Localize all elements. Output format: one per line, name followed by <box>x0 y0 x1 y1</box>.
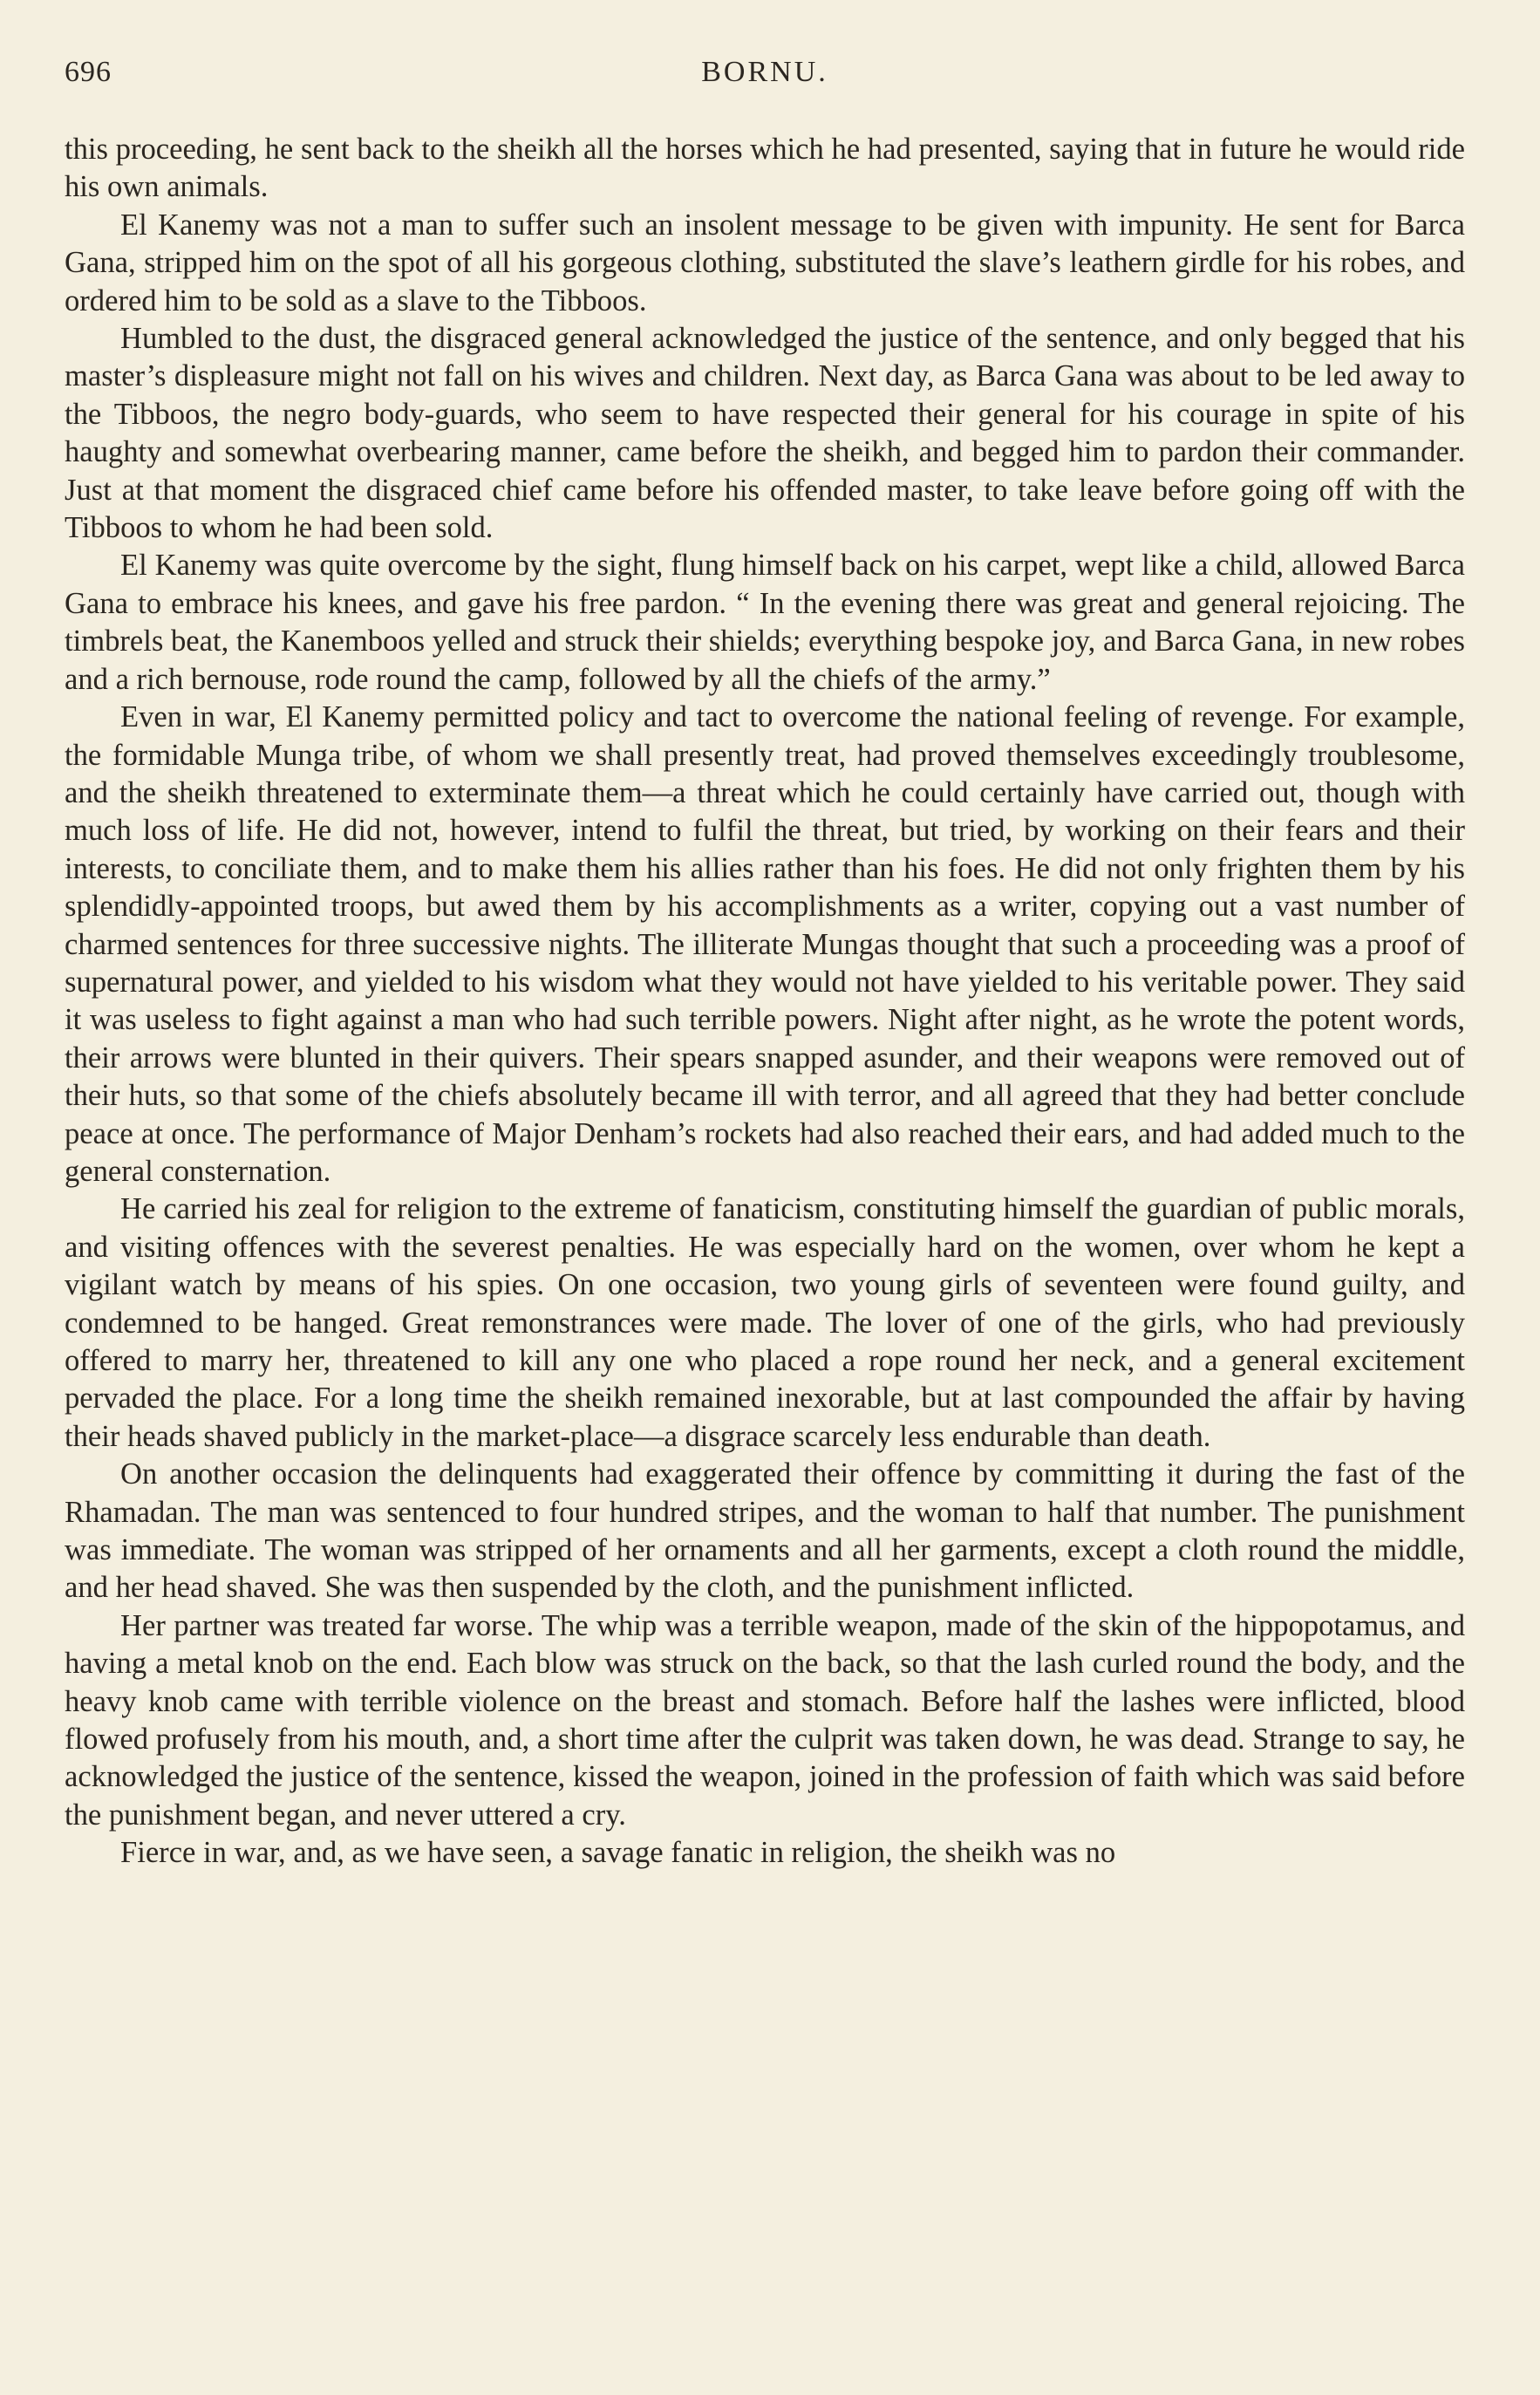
paragraph-3: Humbled to the dust, the disgraced general acknowledged the justice of the sentence, and only begged that his master’s displeasure might not fall on his wives and children. Next day, as Barca Gana was about to be led away to the Tibboos, the negro body-guards, who seem to have respected their general for his courage in spite of his haughty and somewhat overbearing manner, came before the sheikh, and begged him to pardon their commander. Just at that moment the disgraced chief came before his offended master, to take leave before going off with the Tibboos to whom he had been sold. <box>65 322 1465 545</box>
running-head <box>65 56 1465 99</box>
paragraph-9: Fierce in war, and, as we have seen, a savage fanatic in religion, the sheikh was no <box>120 1836 1116 1870</box>
page-number: 696 <box>65 56 112 88</box>
body-text <box>65 131 1465 1873</box>
paragraph-4: El Kanemy was quite overcome by the sight, flung himself back on his carpet, wept like a child, allowed Barca Gana to embrace his knees, and gave his free pardon. “ In the evening there was great and general rejoicing. The timbrels beat, the Kanemboos yelled and struck their shields; everything bespoke joy, and Barca Gana, in new robes and a rich bernouse, rode round the camp, followed by all the chiefs of the army.” <box>65 549 1465 696</box>
paragraph-5: Even in war, El Kanemy permitted policy and tact to overcome the national feeling of revenge. For example, the formidable Munga tribe, of whom we shall presently treat, had proved themselves exceedingly troublesome, and the sheikh threatened to exterminate them—a threat which he could certainly have carried out, though with much loss of life. He did not, however, intend to fulfil the threat, but tried, by working on their fears and their interests, to conciliate them, and to make them his allies rather than his foes. He did not only frighten them by his splendidly-appointed troops, but awed them by his accomplishments as a writer, copying out a vast number of charmed sentences for three successive nights. The illiterate Mungas thought that such a proceeding was a proof of supernatural power, and yielded to his wisdom what they would not have yielded to his veritable power. They said it was useless to fight against a man who had such terrible powers. Night after night, as he wrote the potent words, their arrows were blunted in their quivers. Their spears snapped asunder, and their weapons were removed out of their huts, so that some of the chiefs absolutely became ill with terror, and all agreed that they had better conclude peace at once. The performance of Major Denham’s rockets had also reached their ears, and had added much to the general consternation. <box>65 700 1465 1188</box>
paragraph-8: Her partner was treated far worse. The whip was a terrible weapon, made of the skin of the hippopotamus, and having a metal knob on the end. Each blow was struck on the back, so that the lash curled round the body, and the heavy knob came with terrible violence on the breast and stomach. Before half the lashes were inflicted, blood flowed profusely from his mouth, and, a short time after the culprit was taken down, he was dead. Strange to say, he acknowledged the justice of the sentence, kissed the weapon, joined in the profession of faith which was said before the punishment began, and never uttered a cry. <box>65 1608 1465 1832</box>
paragraph-6: He carried his zeal for religion to the extreme of fanaticism, constituting himself the guardian of public morals, and visiting offences with the severest penalties. He was especially hard on the women, over whom he kept a vigilant watch by means of his spies. On one occasion, two young girls of seventeen were found guilty, and condemned to be hanged. Great remonstrances were made. The lover of one of the girls, who had previously offered to marry her, threatened to kill any one who placed a rope round her neck, and a general excitement pervaded the place. For a long time the sheikh remained inexorable, but at last compounded the affair by having their heads shaved publicly in the market-place—a disgrace scarcely less endurable than death. <box>65 1192 1465 1453</box>
paragraph-1: this proceeding, he sent back to the sheikh all the horses which he had presented, saying that in future he would ride his own animals. <box>65 133 1465 204</box>
running-title: BORNU. <box>701 56 828 88</box>
paragraph-2: El Kanemy was not a man to suffer such an insolent message to be given with impunity. He sent for Barca Gana, stripped him on the spot of all his gorgeous clothing, substituted the slave’s leathern girdle for his robes, and ordered him to be sold as a slave to the Tibboos. <box>65 208 1465 317</box>
paragraph-7: On another occasion the delinquents had exaggerated their offence by committing it during the fast of the Rhamadan. The man was sentenced to four hundred stripes, and the woman to half that number. The punishment was immediate. The woman was stripped of her ornaments and all her garments, except a cloth round the middle, and her head shaved. She was then suspended by the cloth, and the punishment inflicted. <box>65 1457 1465 1605</box>
